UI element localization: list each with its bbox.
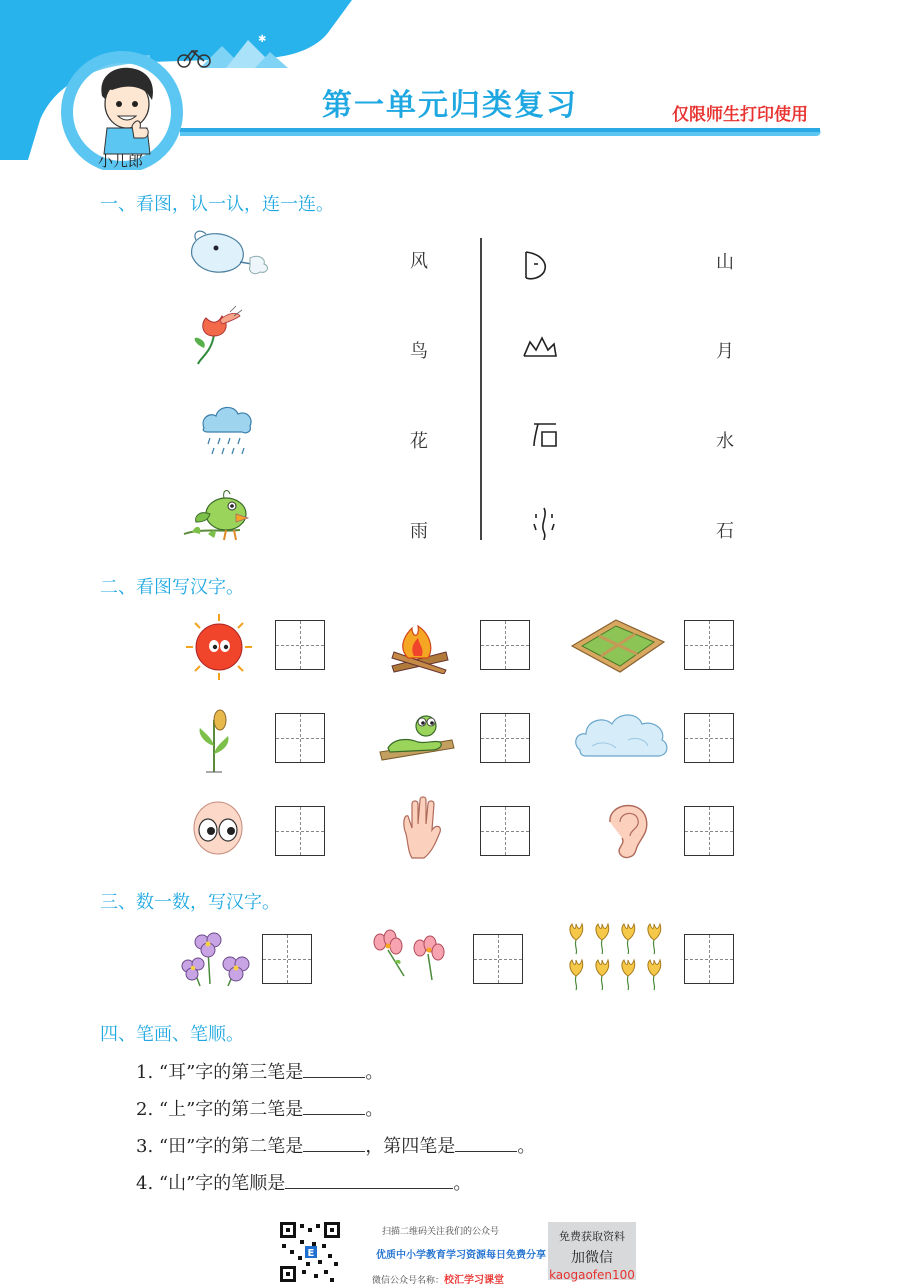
fire-picture xyxy=(388,618,452,674)
write-box-ear[interactable] xyxy=(684,806,734,856)
question-3-text: 3. “田”字的第二笔是 xyxy=(136,1136,304,1157)
flower-picture xyxy=(190,304,248,366)
moon-glyph xyxy=(520,248,552,282)
question-3-mid: ，第四笔是 xyxy=(365,1136,456,1157)
yellow-flower-icon xyxy=(570,960,583,990)
char-right-4: 石 xyxy=(716,521,734,542)
footer-line-3 xyxy=(372,1268,504,1287)
purple-flower-icon xyxy=(223,957,249,986)
pink-flower-icon xyxy=(374,930,404,976)
write-box-sun[interactable] xyxy=(275,620,325,670)
char-right-2: 月 xyxy=(716,341,734,362)
svg-text:✱: ✱ xyxy=(258,34,267,45)
bird-picture xyxy=(180,484,264,548)
stone-glyph xyxy=(530,420,560,450)
question-1 xyxy=(136,1058,383,1084)
write-box-eye[interactable] xyxy=(275,806,325,856)
yellow-flower-icon xyxy=(570,924,583,954)
yellow-flower-icon xyxy=(648,924,661,954)
account-name: 校汇学习课堂 xyxy=(444,1275,505,1286)
yellow-flower-icon xyxy=(596,960,609,990)
purple-flower-icon xyxy=(182,958,204,986)
box-line-3: kaogaofen100 xyxy=(549,1268,635,1282)
wind-picture xyxy=(186,226,272,282)
answer-blank-3a[interactable] xyxy=(303,1133,365,1152)
answer-blank-3b[interactable] xyxy=(455,1133,517,1152)
char-left-3: 花 xyxy=(410,431,428,452)
char-right-1: 山 xyxy=(716,252,734,273)
write-box-insect[interactable] xyxy=(480,713,530,763)
write-box-grain[interactable] xyxy=(275,713,325,763)
footer-line-2: 优质中小学教育学习资源每日免费分享 xyxy=(376,1250,546,1261)
question-1-end: 。 xyxy=(365,1062,384,1083)
question-2 xyxy=(136,1095,383,1121)
question-4-text: 4. “山”字的笔顺是 xyxy=(136,1173,286,1194)
column-divider xyxy=(480,238,482,540)
print-notice: 仅限师生打印使用 xyxy=(672,105,808,125)
water-glyph xyxy=(530,504,560,542)
answer-blank-4[interactable] xyxy=(285,1170,453,1189)
write-box-count-1[interactable] xyxy=(262,934,312,984)
yellow-flower-icon xyxy=(648,960,661,990)
char-left-2: 鸟 xyxy=(410,341,428,362)
field-picture xyxy=(566,612,670,680)
question-4 xyxy=(136,1169,471,1195)
section1-title: 一、看图，认一认，连一连。 xyxy=(100,194,334,215)
page-title: 第一单元归类复习 xyxy=(322,88,578,123)
char-left-1: 风 xyxy=(410,251,428,272)
write-box-count-3[interactable] xyxy=(684,934,734,984)
yellow-flower-group xyxy=(564,920,670,996)
qr-code[interactable] xyxy=(278,1220,342,1284)
hand-picture xyxy=(396,794,444,862)
grain-picture xyxy=(192,706,236,774)
pink-flower-group xyxy=(366,928,452,984)
yellow-flower-icon xyxy=(622,960,635,990)
question-4-end: 。 xyxy=(453,1173,472,1194)
char-right-3: 水 xyxy=(716,431,734,452)
pink-flower-icon xyxy=(414,936,444,980)
mountain-glyph xyxy=(520,334,560,362)
insect-picture xyxy=(378,708,458,764)
write-box-cloud[interactable] xyxy=(684,713,734,763)
section4-title: 四、笔画、笔顺。 xyxy=(100,1024,244,1045)
section3-title: 三、数一数，写汉字。 xyxy=(100,892,280,913)
question-3-end: 。 xyxy=(517,1136,536,1157)
write-box-field[interactable] xyxy=(684,620,734,670)
answer-blank-2[interactable] xyxy=(303,1096,365,1115)
question-2-text: 2. “上”字的第二笔是 xyxy=(136,1099,304,1120)
write-box-fire[interactable] xyxy=(480,620,530,670)
mascot-boy-avatar xyxy=(92,66,162,156)
char-left-4: 雨 xyxy=(410,521,428,542)
answer-blank-1[interactable] xyxy=(303,1059,365,1078)
yellow-flower-icon xyxy=(622,924,635,954)
account-label: 微信公众号名称： xyxy=(372,1276,445,1286)
section2-title: 二、看图写汉字。 xyxy=(100,577,244,598)
question-3 xyxy=(136,1132,535,1158)
purple-flower-group xyxy=(180,926,256,988)
cloud-picture xyxy=(572,710,672,766)
box-line-2: 加微信 xyxy=(571,1250,613,1266)
mascot-name: 小儿郎 xyxy=(98,152,144,170)
svg-text:E: E xyxy=(307,1248,315,1259)
yellow-flower-icon xyxy=(596,924,609,954)
sun-picture xyxy=(184,612,254,682)
question-2-end: 。 xyxy=(365,1099,384,1120)
footer-line-1: 扫描二维码关注我们的公众号 xyxy=(382,1227,500,1237)
wechat-contact-box[interactable] xyxy=(548,1222,636,1280)
write-box-count-2[interactable] xyxy=(473,934,523,984)
ear-picture xyxy=(600,796,652,862)
box-line-1: 免费获取资料 xyxy=(559,1230,625,1243)
write-box-hand[interactable] xyxy=(480,806,530,856)
question-1-text: 1. “耳”字的第三笔是 xyxy=(136,1062,304,1083)
rain-picture xyxy=(198,402,256,460)
eye-picture xyxy=(190,798,246,860)
